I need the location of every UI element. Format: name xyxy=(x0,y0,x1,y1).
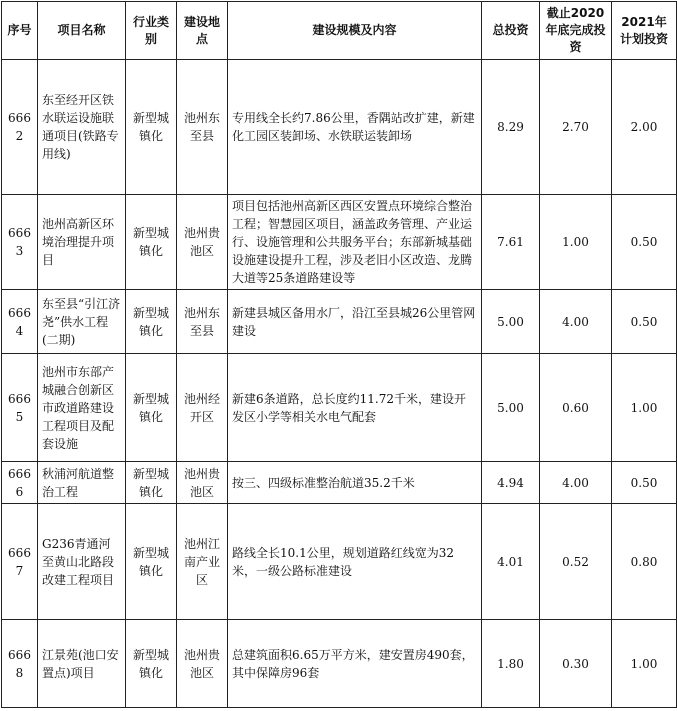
cell-scope: 总建筑面积6.65万平方米，建安置房490套，其中保障房96套 xyxy=(228,620,482,708)
table-row xyxy=(2,60,677,195)
cell-location: 池州贵池区 xyxy=(177,195,228,290)
cell-total: 4.01 xyxy=(482,504,540,620)
cell-name: 江景苑(池口安置点)项目 xyxy=(38,620,126,708)
cell-location: 池州东至县 xyxy=(177,60,228,195)
table-row xyxy=(2,462,677,504)
header-industry: 行业类别 xyxy=(126,2,177,60)
cell-industry: 新型城镇化 xyxy=(126,620,177,708)
table-row xyxy=(2,620,677,708)
cell-total: 5.00 xyxy=(482,354,540,462)
cell-location: 池州贵池区 xyxy=(177,462,228,504)
cell-name: 东至经开区铁水联运设施联通项目(铁路专用线) xyxy=(38,60,126,195)
cell-plan2021: 0.50 xyxy=(612,195,677,290)
header-location: 建设地点 xyxy=(177,2,228,60)
cell-total: 5.00 xyxy=(482,290,540,354)
cell-scope: 按三、四级标准整治航道35.2千米 xyxy=(228,462,482,504)
cell-scope: 新建6条道路，总长度约11.72千米，建设开发区小学等相关水电气配套 xyxy=(228,354,482,462)
cell-total: 7.61 xyxy=(482,195,540,290)
cell-done2020: 2.70 xyxy=(540,60,612,195)
cell-name: 东至县“引江济尧”供水工程(二期) xyxy=(38,290,126,354)
table-row xyxy=(2,354,677,462)
cell-seq: 6663 xyxy=(2,195,38,290)
cell-plan2021: 1.00 xyxy=(612,354,677,462)
cell-done2020: 0.60 xyxy=(540,354,612,462)
cell-scope: 新建县城区备用水厂，沿江至县城26公里管网建设 xyxy=(228,290,482,354)
cell-location: 池州经开区 xyxy=(177,354,228,462)
header-seq: 序号 xyxy=(2,2,38,60)
cell-seq: 6665 xyxy=(2,354,38,462)
cell-scope: 项目包括池州高新区西区安置点环境综合整治工程；智慧园区项目，涵盖政务管理、产业运行、设施管理和公共服务平台；东部新城基础设施建设提升工程，涉及老旧小区改造、龙腾大道等25条道路建设等 xyxy=(228,195,482,290)
header-done2020: 截止2020年底完成投资 xyxy=(540,2,612,60)
cell-location: 池州东至县 xyxy=(177,290,228,354)
cell-done2020: 4.00 xyxy=(540,462,612,504)
cell-seq: 6662 xyxy=(2,60,38,195)
cell-name: 池州市东部产城融合创新区市政道路建设工程项目及配套设施 xyxy=(38,354,126,462)
cell-seq: 6664 xyxy=(2,290,38,354)
cell-done2020: 4.00 xyxy=(540,290,612,354)
cell-industry: 新型城镇化 xyxy=(126,354,177,462)
cell-scope: 路线全长10.1公里，规划道路红线宽为32米，一级公路标准建设 xyxy=(228,504,482,620)
header-scope: 建设规模及内容 xyxy=(228,2,482,60)
cell-industry: 新型城镇化 xyxy=(126,290,177,354)
cell-name: 池州高新区环境治理提升项目 xyxy=(38,195,126,290)
cell-name: 秋浦河航道整治工程 xyxy=(38,462,126,504)
cell-total: 8.29 xyxy=(482,60,540,195)
cell-industry: 新型城镇化 xyxy=(126,195,177,290)
cell-name: G236青通河至黄山北路段改建工程项目 xyxy=(38,504,126,620)
header-total: 总投资 xyxy=(482,2,540,60)
cell-done2020: 1.00 xyxy=(540,195,612,290)
table-row xyxy=(2,195,677,290)
cell-seq: 6668 xyxy=(2,620,38,708)
cell-industry: 新型城镇化 xyxy=(126,462,177,504)
cell-done2020: 0.30 xyxy=(540,620,612,708)
cell-plan2021: 1.00 xyxy=(612,620,677,708)
cell-industry: 新型城镇化 xyxy=(126,504,177,620)
investment-table xyxy=(1,1,677,708)
cell-industry: 新型城镇化 xyxy=(126,60,177,195)
cell-location: 池州江南产业区 xyxy=(177,504,228,620)
cell-total: 1.80 xyxy=(482,620,540,708)
cell-total: 4.94 xyxy=(482,462,540,504)
table-row xyxy=(2,504,677,620)
header-row xyxy=(2,2,677,60)
cell-seq: 6667 xyxy=(2,504,38,620)
cell-plan2021: 0.50 xyxy=(612,290,677,354)
cell-seq: 6666 xyxy=(2,462,38,504)
cell-scope: 专用线全长约7.86公里，香隅站改扩建，新建化工园区装卸场、水铁联运装卸场 xyxy=(228,60,482,195)
cell-done2020: 0.52 xyxy=(540,504,612,620)
header-plan2021: 2021年计划投资 xyxy=(612,2,677,60)
cell-location: 池州贵池区 xyxy=(177,620,228,708)
cell-plan2021: 0.50 xyxy=(612,462,677,504)
header-name: 项目名称 xyxy=(38,2,126,60)
cell-plan2021: 0.80 xyxy=(612,504,677,620)
table-row xyxy=(2,290,677,354)
cell-plan2021: 2.00 xyxy=(612,60,677,195)
